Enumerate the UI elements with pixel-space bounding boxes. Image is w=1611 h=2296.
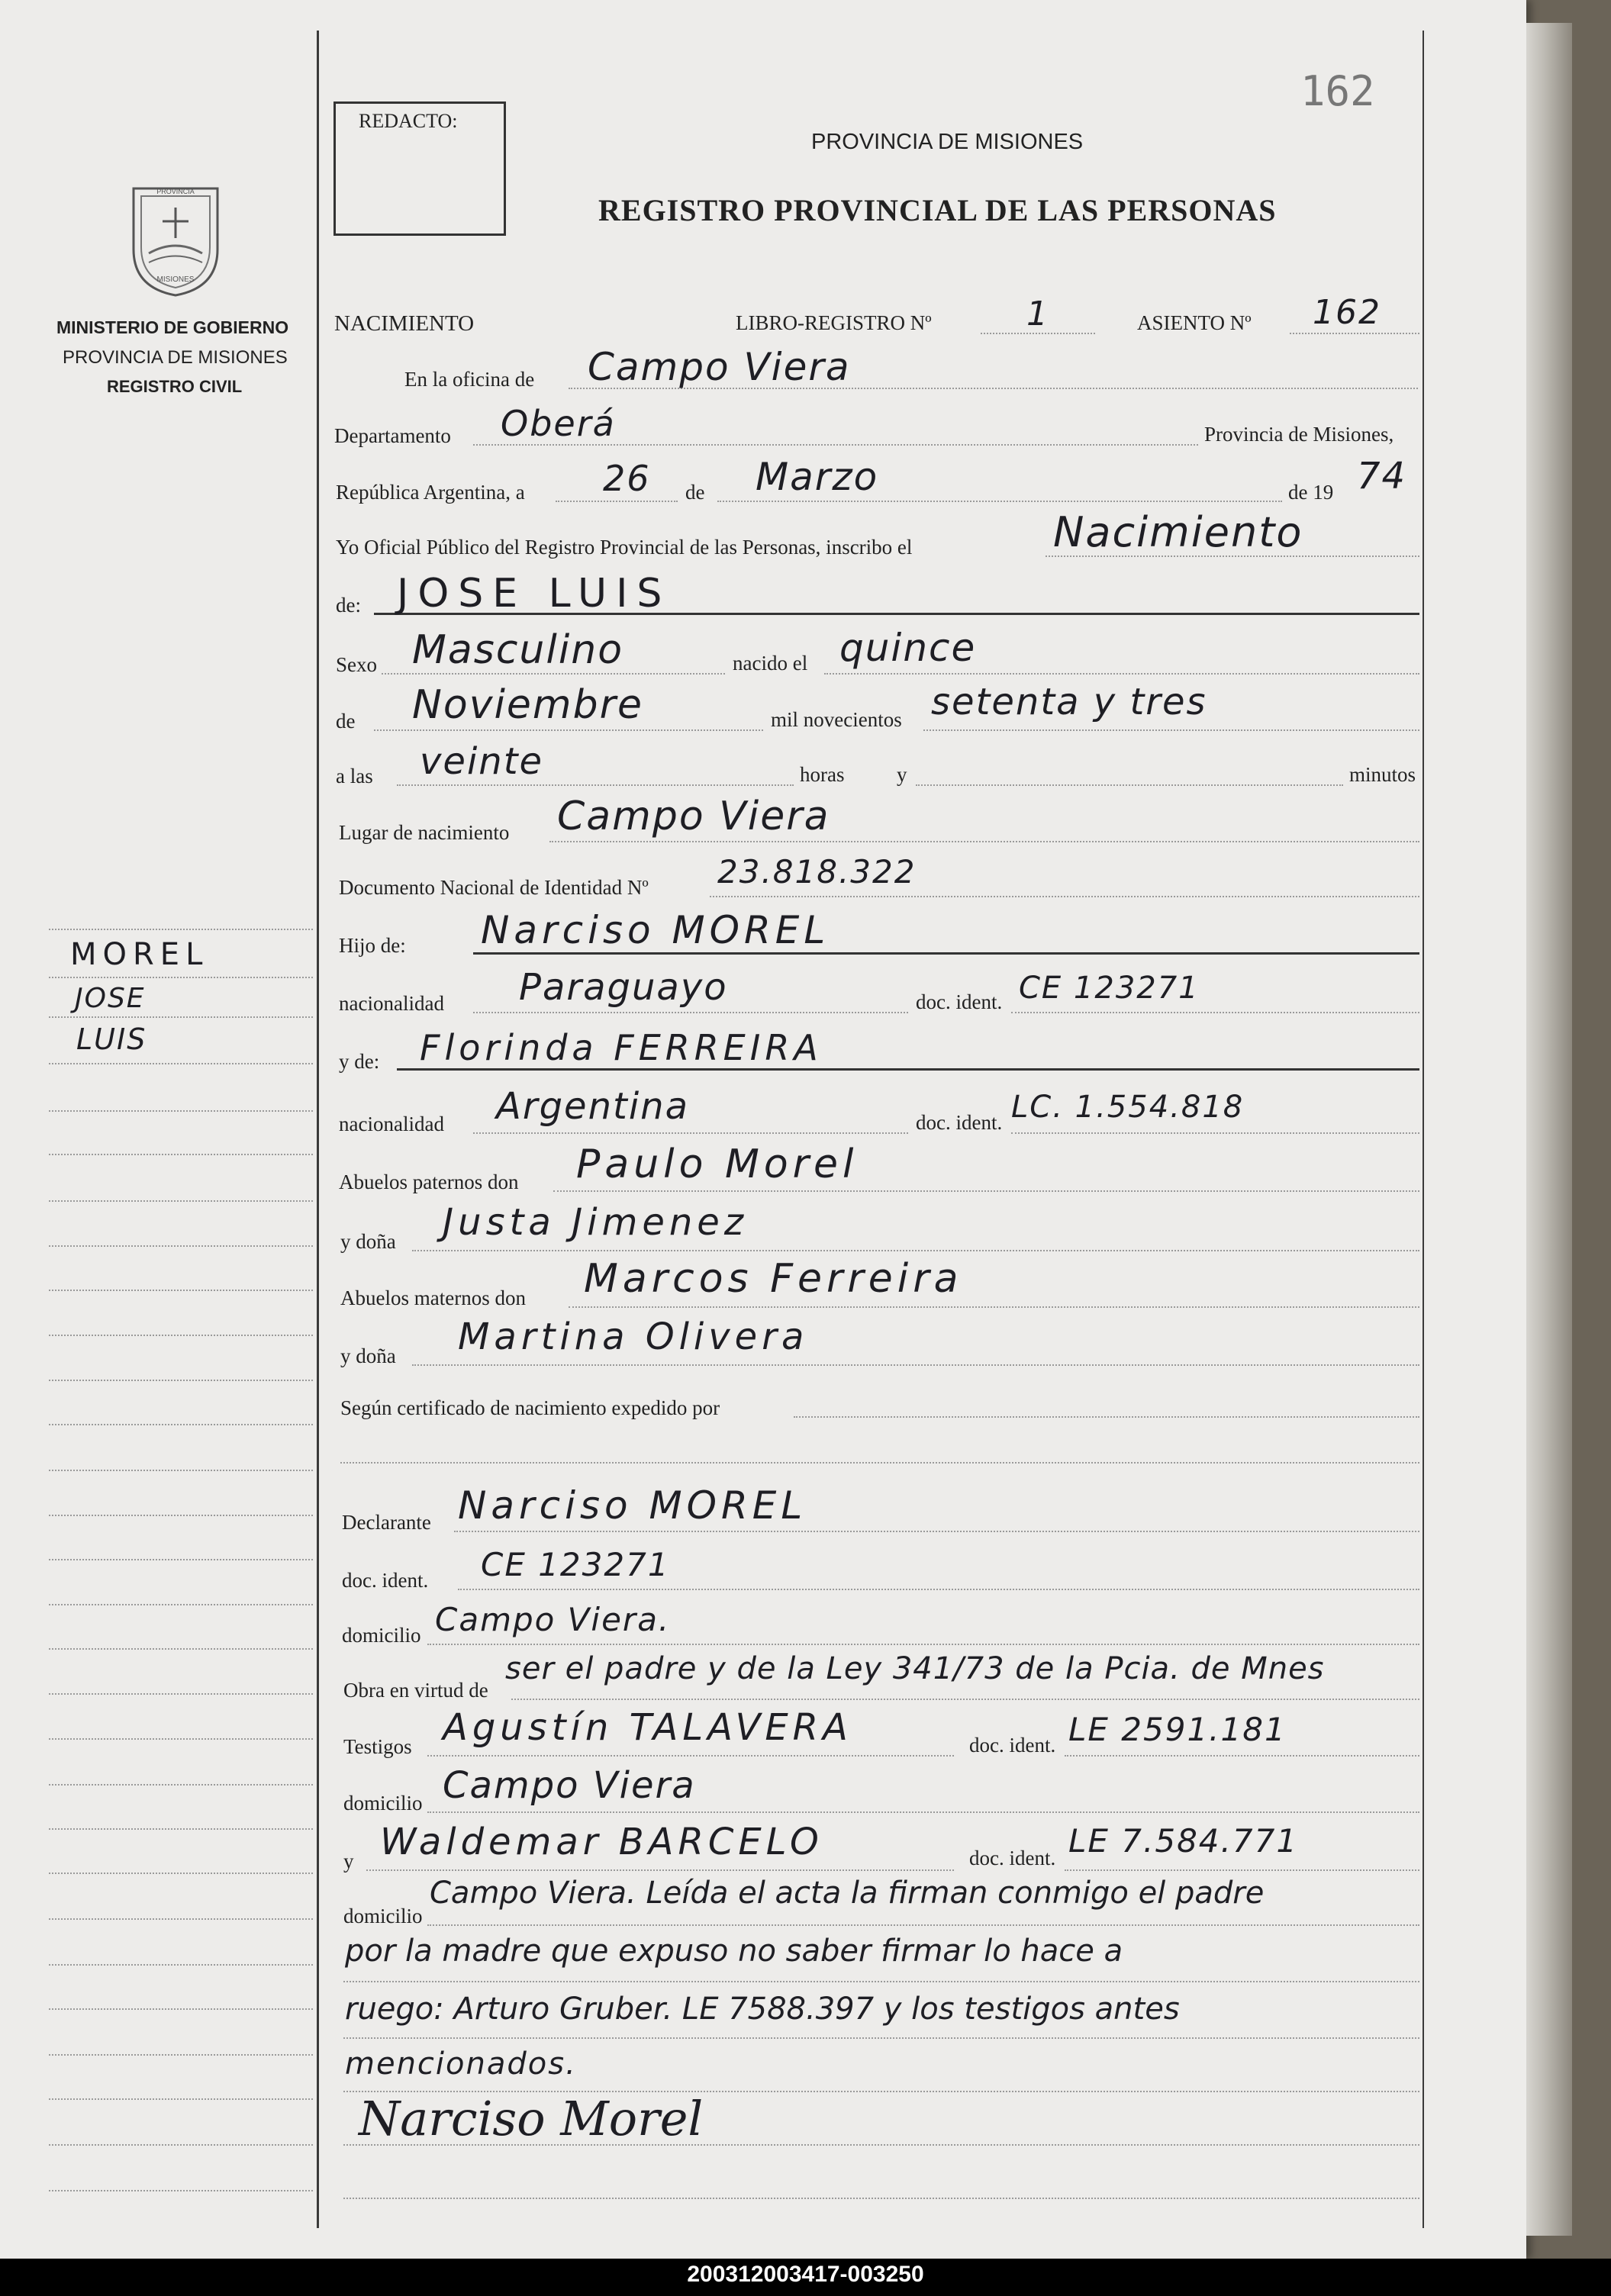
y-dona-mat-label: y doña [340,1344,396,1367]
republica-label: República Argentina, a [336,481,525,504]
page-stack-edge [1526,23,1572,2236]
margin-note-surname: MOREL [70,937,209,972]
nota-line2: ruego: Arturo Gruber. LE 7588.397 y los testigos antes [345,1992,1180,2027]
asiento-value: 162 [1313,293,1381,332]
de-mes-label: de [336,710,356,733]
nota-line1: por la madre que expuso no saber firmar lo hace a [345,1934,1123,1969]
image-caption: 200312003417-003250 [687,2262,924,2287]
obra-value: ser el padre y de la Ley 341/73 de la Pcia. de Mnes [505,1651,1325,1686]
testigo1-doc-value: LE 2591.181 [1068,1711,1287,1748]
seal-bottom-text: MISIONES [156,275,195,284]
de-label-1: de [685,481,705,504]
mes-nac-value: Noviembre [412,682,643,728]
nacionalidad-padre-label: nacionalidad [339,992,444,1015]
abuelos-pat-label: Abuelos paternos don [339,1171,519,1193]
decl-dom-value: Campo Viera. [435,1601,671,1638]
margin-note-name2: LUIS [76,1022,147,1056]
testigo2-y-label: y [343,1850,354,1873]
testigo1-value: Agustín TALAVERA [443,1706,852,1749]
header-province: PROVINCIA DE MISIONES [811,130,1084,154]
provincia-label: Provincia de Misiones, [1204,423,1394,446]
madre-value: Florinda FERREIRA [420,1027,823,1068]
testigos-label: Testigos [343,1735,412,1758]
lugar-value: Campo Viera [557,794,830,839]
abuelo-pat-value: Paulo Morel [576,1142,859,1187]
right-rule [1423,31,1424,2228]
abuelos-mat-label: Abuelos maternos don [340,1286,526,1309]
header-registry: REGISTRO PROVINCIAL DE LAS PERSONAS [598,193,1277,227]
margin-note-name1: JOSE [75,983,146,1014]
sexo-value: Masculino [412,627,624,673]
ministry-line3: REGISTRO CIVIL [107,377,243,396]
mil-label: mil novecientos [771,708,902,731]
redacto-label: REDACTO: [359,110,458,132]
departamento-value: Oberá [501,403,616,444]
decl-dom-label: domicilio [342,1624,421,1647]
nac-padre-value: Paraguayo [519,966,728,1009]
nota-line3: mencionados. [345,2046,577,2082]
doc-padre-value: CE 123271 [1019,971,1200,1006]
nacimiento-label: NACIMIENTO [334,311,475,336]
month-value: Marzo [756,455,879,499]
declarante-value: Narciso MOREL [458,1483,807,1528]
dni-label: Documento Nacional de Identidad Nº [339,876,649,899]
ministry-line1: MINISTERIO DE GOBIERNO [56,317,289,337]
de-label: de: [336,594,361,617]
provincial-seal [118,177,233,299]
doc-madre-value: LC. 1.554.818 [1011,1090,1245,1125]
yo-oficial-label: Yo Oficial Público del Registro Provincial de las Personas, inscribo el [336,536,913,559]
testigo1-doc-label: doc. ident. [969,1734,1056,1757]
ministry-line2: PROVINCIA DE MISIONES [63,347,288,368]
doc-padre-label: doc. ident. [916,990,1003,1013]
lugar-label: Lugar de nacimiento [339,821,510,844]
abuela-pat-value: Justa Jimenez [443,1201,749,1244]
testigo1-dom-label: domicilio [343,1792,423,1815]
obra-label: Obra en virtud de [343,1679,488,1702]
abuelo-mat-value: Marcos Ferreira [584,1256,963,1302]
day-value: 26 [603,458,651,499]
acto-value: Nacimiento [1053,508,1303,556]
declarante-label: Declarante [342,1511,431,1534]
testigo2-doc-label: doc. ident. [969,1847,1056,1869]
sexo-label: Sexo [336,653,377,676]
doc-madre-label: doc. ident. [916,1111,1003,1134]
oficina-label: En la oficina de [404,368,535,391]
libro-label: LIBRO-REGISTRO Nº [736,311,932,334]
abuela-mat-value: Martina Olivera [458,1315,809,1358]
asiento-label: ASIENTO Nº [1137,311,1252,334]
oficina-value: Campo Viera [588,345,851,389]
libro-value: 1 [1026,295,1049,333]
anio-nac-value: setenta y tres [931,681,1207,723]
testigo2-doc-value: LE 7.584.771 [1068,1822,1299,1860]
testigo2-dom-value: Campo Viera. Leída el acta la firman conmigo el padre [430,1876,1265,1911]
segun-label: Según certificado de nacimiento expedido por [340,1396,720,1419]
testigo2-dom-label: domicilio [343,1905,423,1927]
seal-top-text: PROVINCIA [156,188,195,195]
dia-nac-value: quince [839,626,977,670]
nac-madre-value: Argentina [496,1085,689,1128]
nacido-label: nacido el [733,652,808,675]
decl-doc-value: CE 123271 [481,1546,670,1583]
nombre-value: JOSE LUIS [397,571,672,617]
decl-doc-label: doc. ident. [342,1569,429,1592]
year-value: 74 [1357,455,1407,498]
dni-value: 23.818.322 [717,853,917,890]
signature: Narciso Morel [359,2091,704,2146]
testigo1-dom-value: Campo Viera [443,1764,696,1807]
y-label: y [897,763,907,786]
a-las-label: a las [336,765,373,787]
horas-value: veinte [420,740,544,783]
hijo-label: Hijo de: [339,934,406,957]
year-prefix: de 19 [1288,481,1334,504]
horas-label: horas [800,763,845,786]
minutos-label: minutos [1349,763,1416,786]
departamento-label: Departamento [334,424,451,447]
redacto-box [333,101,506,236]
page-number: 162 [1300,67,1375,115]
nacionalidad-madre-label: nacionalidad [339,1113,444,1135]
margin-rule [317,31,319,2228]
y-dona-pat-label: y doña [340,1230,396,1253]
padre-value: Narciso MOREL [481,908,830,952]
y-de-label: y de: [339,1050,380,1073]
testigo2-value: Waldemar BARCELO [380,1821,823,1863]
